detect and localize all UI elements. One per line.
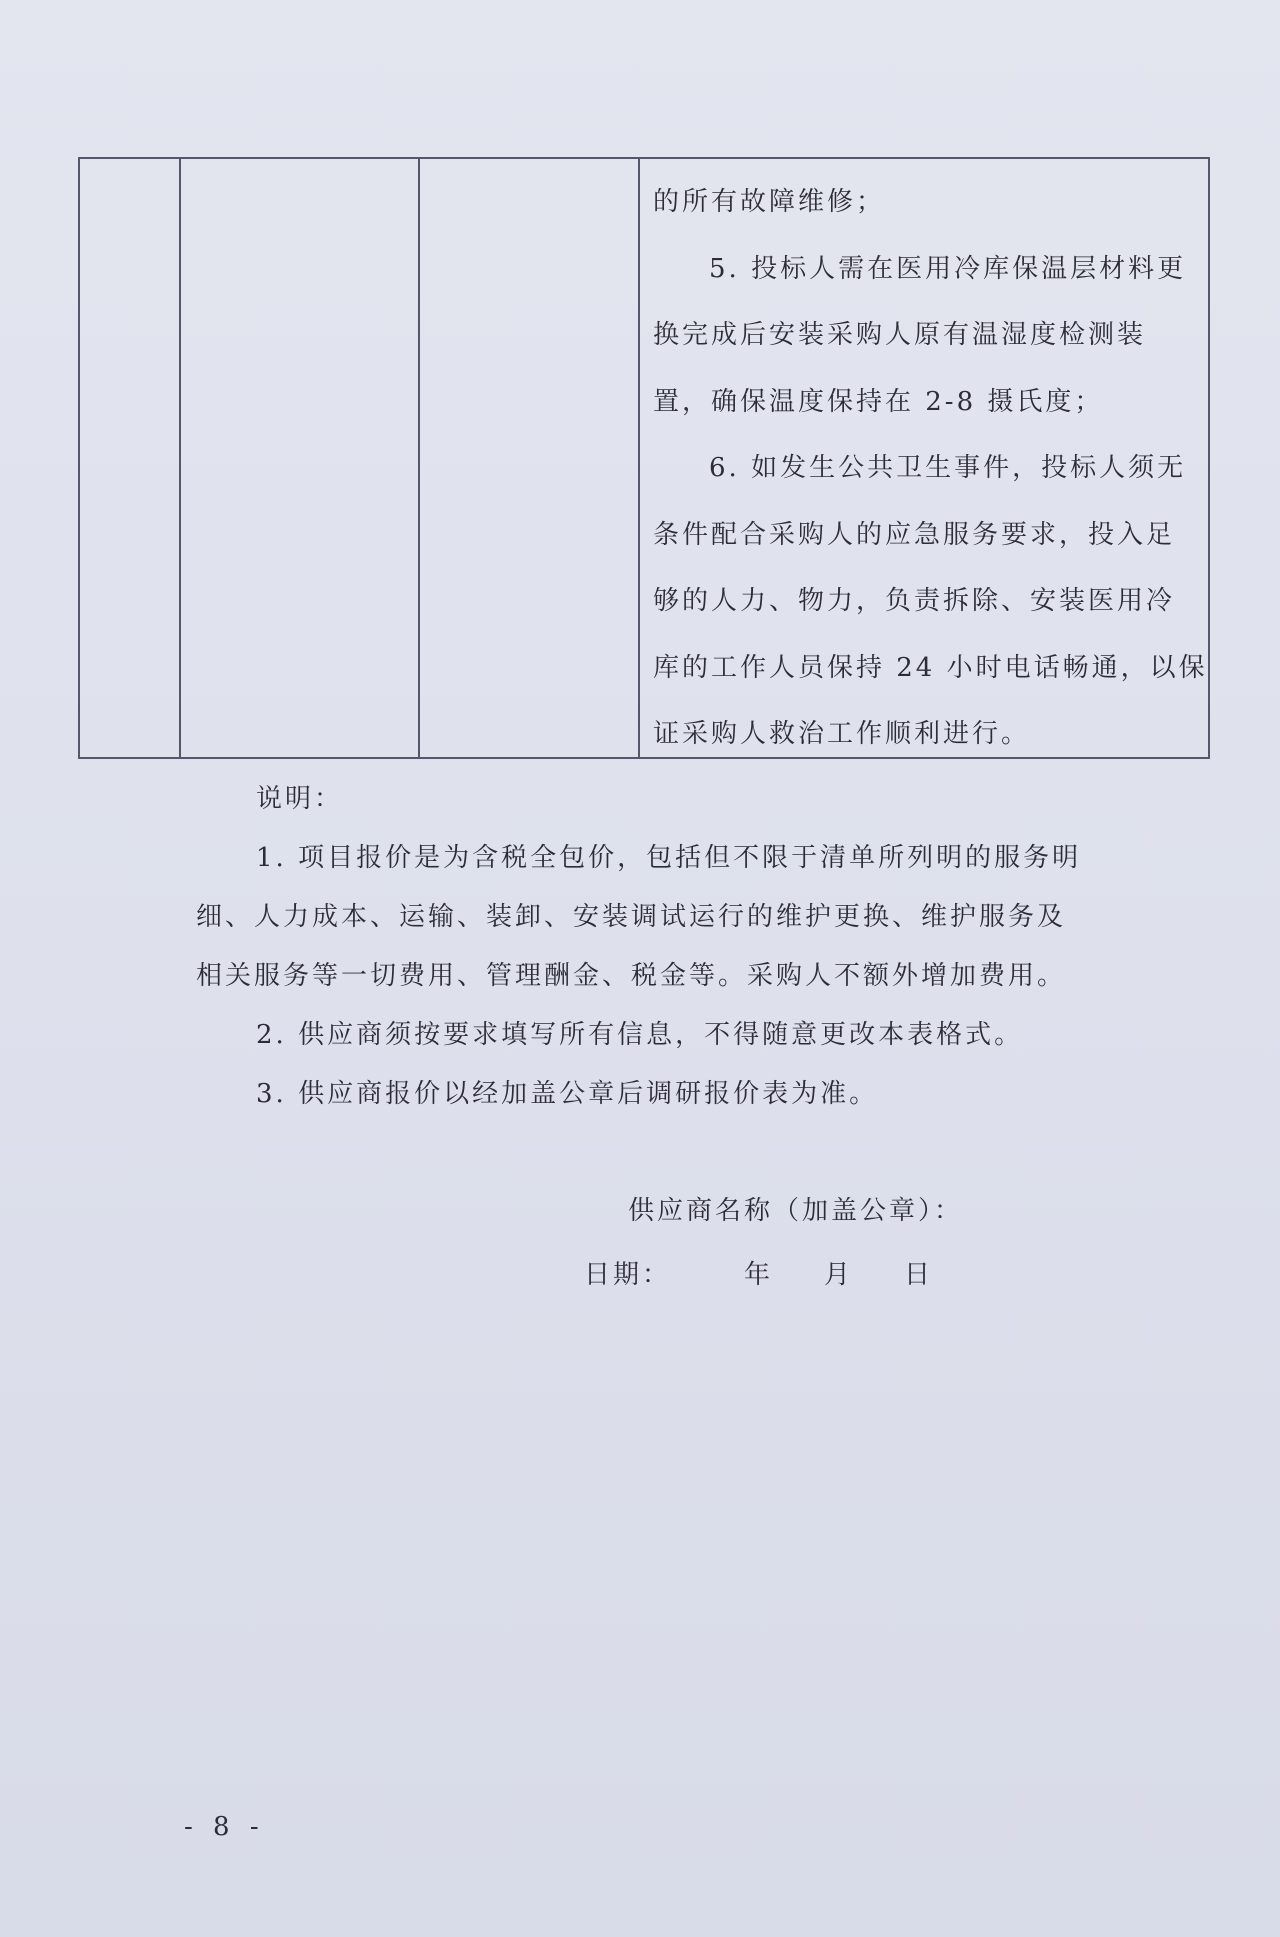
requirement-line: 够的人力、物力，负责拆除、安装医用冷	[653, 586, 1176, 616]
date-label: 日期：	[584, 1260, 672, 1290]
requirement-line: 证采购人救治工作顺利进行。	[653, 719, 1031, 749]
notes-section	[196, 770, 1116, 1124]
requirement-line: 条件配合采购人的应急服务要求，投入足	[653, 519, 1176, 550]
requirement-line: 6. 如发生公共卫生事件，投标人须无	[709, 453, 1187, 483]
notes-heading: 说明：	[256, 784, 344, 814]
note-line: 1. 项目报价是为含税全包价，包括但不限于清单所列明的服务明	[256, 843, 1082, 873]
year-label: 年	[744, 1260, 774, 1290]
day-label: 日	[904, 1260, 934, 1290]
note-line: 3. 供应商报价以经加盖公章后调研报价表为准。	[256, 1079, 879, 1109]
requirement-line: 置，确保温度保持在 2-8 摄氏度；	[653, 386, 1104, 417]
note-line: 相关服务等一切费用、管理酬金、税金等。采购人不额外增加费用。	[196, 961, 1067, 991]
service-requirements-cell	[653, 169, 1208, 768]
month-label: 月	[824, 1260, 854, 1290]
requirement-line: 换完成后安装采购人原有温湿度检测装	[653, 320, 1147, 350]
requirement-line: 库的工作人员保持 24 小时电话畅通，以保	[653, 652, 1208, 683]
note-line: 2. 供应商须按要求填写所有信息，不得随意更改本表格式。	[256, 1020, 1024, 1050]
table-column-divider	[418, 159, 420, 757]
page-number: - 8 -	[184, 1812, 265, 1842]
price-table	[78, 157, 1210, 759]
supplier-name-label: 供应商名称（加盖公章）：	[628, 1196, 964, 1226]
date-line	[584, 1254, 933, 1291]
table-column-divider	[638, 159, 640, 757]
note-line: 细、人力成本、运输、装卸、安装调试运行的维护更换、维护服务及	[196, 902, 1067, 932]
table-column-divider	[179, 159, 181, 757]
requirement-line: 5. 投标人需在医用冷库保温层材料更	[709, 253, 1187, 284]
requirement-line: 的所有故障维修；	[653, 187, 886, 217]
